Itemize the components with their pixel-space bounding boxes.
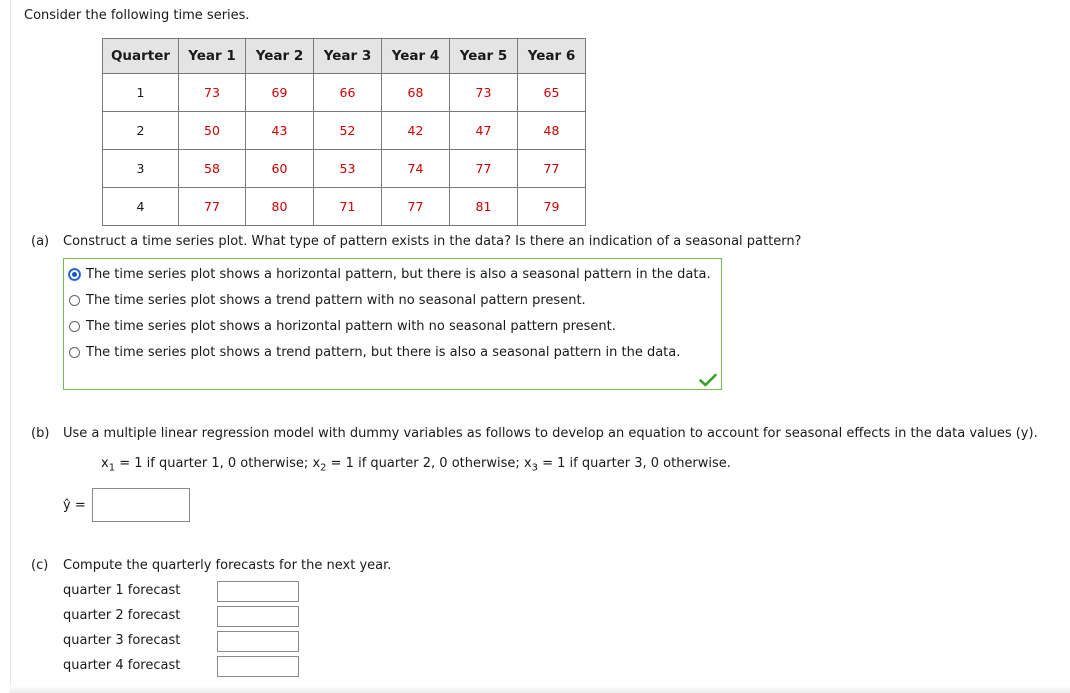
option-horizontal-seasonal[interactable] — [69, 267, 711, 282]
quarter-3-forecast-label: quarter 3 forecast — [63, 633, 181, 648]
table-row — [103, 112, 586, 150]
header-quarter: Quarter — [103, 39, 179, 74]
dummy-variable-definitions — [101, 456, 731, 474]
header-year-3: Year 3 — [314, 39, 382, 74]
value-cell: 71 — [314, 188, 382, 226]
dummy-x2-sub: 2 — [320, 462, 327, 474]
bottom-fade — [10, 685, 1070, 693]
header-year-5: Year 5 — [450, 39, 518, 74]
value-cell: 52 — [314, 112, 382, 150]
dummy-x3-sub: 3 — [531, 462, 538, 474]
header-year-2: Year 2 — [246, 39, 314, 74]
value-cell: 68 — [382, 74, 450, 112]
option-trend-seasonal[interactable] — [69, 345, 680, 360]
dummy-x1-sub: 1 — [108, 462, 116, 474]
radio-icon[interactable] — [69, 321, 80, 332]
value-cell: 80 — [246, 188, 314, 226]
value-cell: 47 — [450, 112, 518, 150]
quarter-cell: 3 — [103, 150, 179, 188]
value-cell: 77 — [518, 150, 586, 188]
part-c-label: (c) — [31, 558, 49, 573]
yhat-label: ŷ = — [63, 498, 86, 513]
intro-text: Consider the following time series. — [24, 8, 250, 23]
value-cell: 65 — [518, 74, 586, 112]
table-header-row — [103, 39, 586, 74]
value-cell: 77 — [450, 150, 518, 188]
table-row — [103, 74, 586, 112]
quarter-cell: 4 — [103, 188, 179, 226]
option-trend-no-seasonal[interactable] — [69, 293, 586, 308]
part-a-answer-box — [63, 258, 722, 390]
dummy-x1-var: x — [101, 456, 109, 471]
dummy-x2-var: x — [312, 456, 321, 471]
value-cell: 81 — [450, 188, 518, 226]
value-cell: 69 — [246, 74, 314, 112]
value-cell: 66 — [314, 74, 382, 112]
quarter-1-forecast-input[interactable] — [217, 581, 299, 602]
dummy-x3-def: = 1 if quarter 3, 0 otherwise. — [537, 456, 731, 471]
value-cell: 73 — [450, 74, 518, 112]
value-cell: 58 — [179, 150, 246, 188]
quarter-2-forecast-label: quarter 2 forecast — [63, 608, 181, 623]
radio-icon[interactable] — [69, 347, 80, 358]
value-cell: 50 — [179, 112, 246, 150]
value-cell: 53 — [314, 150, 382, 188]
quarter-1-forecast-label: quarter 1 forecast — [63, 583, 181, 598]
value-cell: 74 — [382, 150, 450, 188]
part-a-label: (a) — [31, 234, 50, 249]
header-year-1: Year 1 — [179, 39, 246, 74]
header-year-4: Year 4 — [382, 39, 450, 74]
header-year-6: Year 6 — [518, 39, 586, 74]
option-label: The time series plot shows a horizontal pattern, but there is also a seasonal pattern in the data. — [86, 267, 711, 282]
dummy-x2-def: = 1 if quarter 2, 0 otherwise; — [326, 456, 524, 471]
part-a-question: Construct a time series plot. What type of pattern exists in the data? Is there an indication of a seasonal pattern? — [63, 234, 802, 249]
time-series-table — [102, 38, 586, 226]
value-cell: 43 — [246, 112, 314, 150]
option-label: The time series plot shows a trend pattern with no seasonal pattern present. — [86, 293, 586, 308]
value-cell: 73 — [179, 74, 246, 112]
radio-icon[interactable] — [69, 295, 80, 306]
value-cell: 77 — [382, 188, 450, 226]
table-row — [103, 150, 586, 188]
correct-check-icon — [699, 373, 717, 387]
table-row — [103, 188, 586, 226]
quarter-cell: 1 — [103, 74, 179, 112]
part-c-question: Compute the quarterly forecasts for the next year. — [63, 558, 392, 573]
dummy-x3-var: x — [523, 456, 532, 471]
part-b-question: Use a multiple linear regression model with dummy variables as follows to develop an equation to account for seasonal effects in the data values (y). — [63, 426, 1038, 441]
dummy-x1-def: = 1 if quarter 1, 0 otherwise; — [115, 456, 313, 471]
value-cell: 79 — [518, 188, 586, 226]
quarter-4-forecast-input[interactable] — [217, 656, 299, 677]
radio-selected-icon[interactable] — [69, 269, 80, 280]
option-label: The time series plot shows a trend pattern, but there is also a seasonal pattern in the data. — [86, 345, 681, 360]
value-cell: 48 — [518, 112, 586, 150]
quarter-3-forecast-input[interactable] — [217, 631, 299, 652]
value-cell: 42 — [382, 112, 450, 150]
quarter-2-forecast-input[interactable] — [217, 606, 299, 627]
yhat-equation-input[interactable] — [92, 488, 190, 522]
value-cell: 77 — [179, 188, 246, 226]
option-horizontal-no-seasonal[interactable] — [69, 319, 616, 334]
part-b-label: (b) — [31, 426, 50, 441]
quarter-4-forecast-label: quarter 4 forecast — [63, 658, 181, 673]
value-cell: 60 — [246, 150, 314, 188]
quarter-cell: 2 — [103, 112, 179, 150]
option-label: The time series plot shows a horizontal pattern with no seasonal pattern present. — [86, 319, 616, 334]
